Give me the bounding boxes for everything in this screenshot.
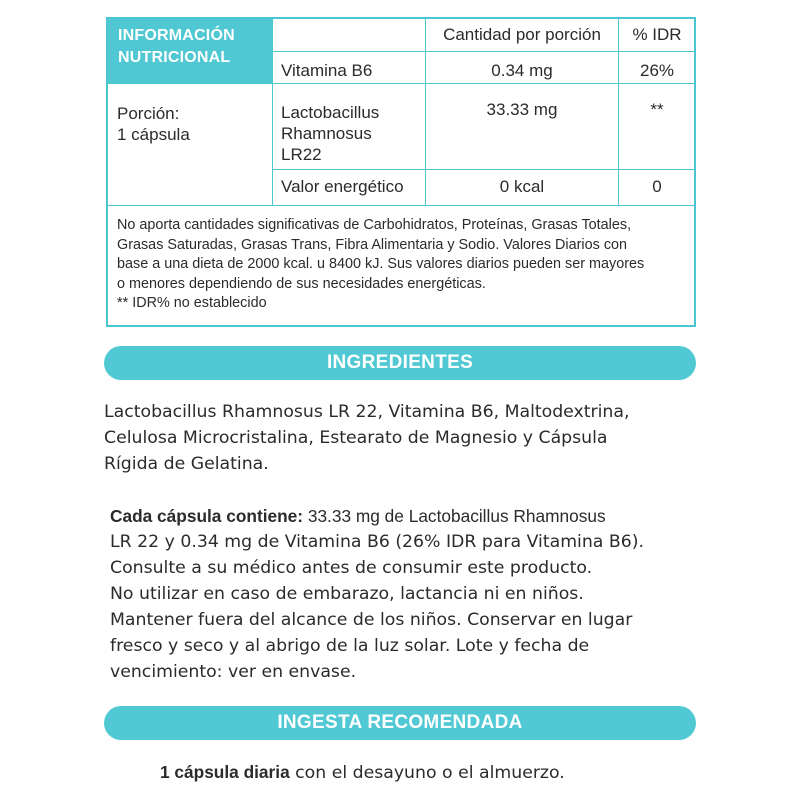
footnote-line: o menores dependiendo de sus necesidades energéticas. [117, 275, 486, 292]
nutrient-name-line: Lactobacillus [281, 103, 380, 122]
nutrient-idr: ** [650, 100, 664, 119]
ingredients-line: Rígida de Gelatina. [104, 454, 269, 474]
nutrient-idr: 0 [652, 177, 662, 196]
column-header-idr: % IDR [632, 25, 682, 44]
composition-line: Consulte a su médico antes de consumir este producto. [110, 558, 593, 578]
nutrition-title [107, 18, 272, 83]
nutrition-title-line1: INFORMACIÓN [118, 27, 235, 44]
composition-block [110, 503, 800, 685]
nutrient-name: Valor energético [281, 177, 404, 196]
serving-label: Porción: [117, 104, 180, 123]
ingredients-line: Lactobacillus Rhamnosus LR 22, Vitamina B6, Maltodextrina, [104, 402, 630, 422]
footnote-line: base a una dieta de 2000 kcal. u 8400 kJ. Sus valores diarios pueden ser mayores [117, 256, 645, 272]
ingredients-line: Celulosa Microcristalina, Estearato de Magnesio y Cápsula [104, 428, 608, 448]
ingredients-heading: INGREDIENTES [104, 346, 696, 380]
composition-lead [110, 503, 800, 529]
column-header-amount: Cantidad por porción [443, 25, 601, 44]
composition-lead-text: 33.33 mg de Lactobacillus Rhamnosus [303, 506, 606, 526]
table-divider [107, 205, 695, 206]
serving-value: 1 cápsula [117, 125, 190, 144]
nutrient-name-line: LR22 [281, 145, 322, 164]
nutrient-amount: 0 kcal [499, 177, 545, 196]
composition-lead-bold: Cada cápsula contiene: [110, 506, 304, 526]
nutrition-footnote [117, 216, 692, 314]
dosage-heading: INGESTA RECOMENDADA [104, 706, 696, 740]
nutrient-name: Vitamina B6 [281, 61, 373, 80]
ingredients-list [104, 399, 794, 477]
composition-line: fresco y seco y al abrigo de la luz solar. Lote y fecha de [110, 636, 590, 656]
footnote-line: No aporta cantidades significativas de Carbohidratos, Proteínas, Grasas Totales, [117, 217, 632, 233]
dosage-bold: 1 cápsula diaria [160, 762, 290, 782]
composition-line: No utilizar en caso de embarazo, lactancia ni en niños. [110, 584, 584, 604]
nutrient-name-line: Rhamnosus [281, 124, 372, 143]
nutrient-amount: 33.33 mg [486, 100, 558, 119]
footnote-line: ** IDR% no establecido [117, 295, 267, 311]
dosage-text [160, 759, 780, 786]
table-divider [107, 83, 695, 84]
nutrient-amount: 0.34 mg [491, 61, 553, 80]
dosage-rest: con el desayuno o el almuerzo. [289, 763, 565, 783]
nutrient-idr: 26% [639, 61, 675, 80]
composition-line: Mantener fuera del alcance de los niños. Conservar en lugar [110, 610, 633, 630]
footnote-line: Grasas Saturadas, Grasas Trans, Fibra Alimentaria y Sodio. Valores Diarios con [117, 236, 628, 253]
table-divider [272, 18, 273, 205]
table-divider [272, 169, 695, 170]
table-divider [272, 51, 695, 52]
composition-line: LR 22 y 0.34 mg de Vitamina B6 (26% IDR para Vitamina B6). [110, 532, 644, 552]
composition-line: vencimiento: ver en envase. [110, 662, 357, 682]
nutrition-title-line2: NUTRICIONAL [118, 49, 231, 66]
